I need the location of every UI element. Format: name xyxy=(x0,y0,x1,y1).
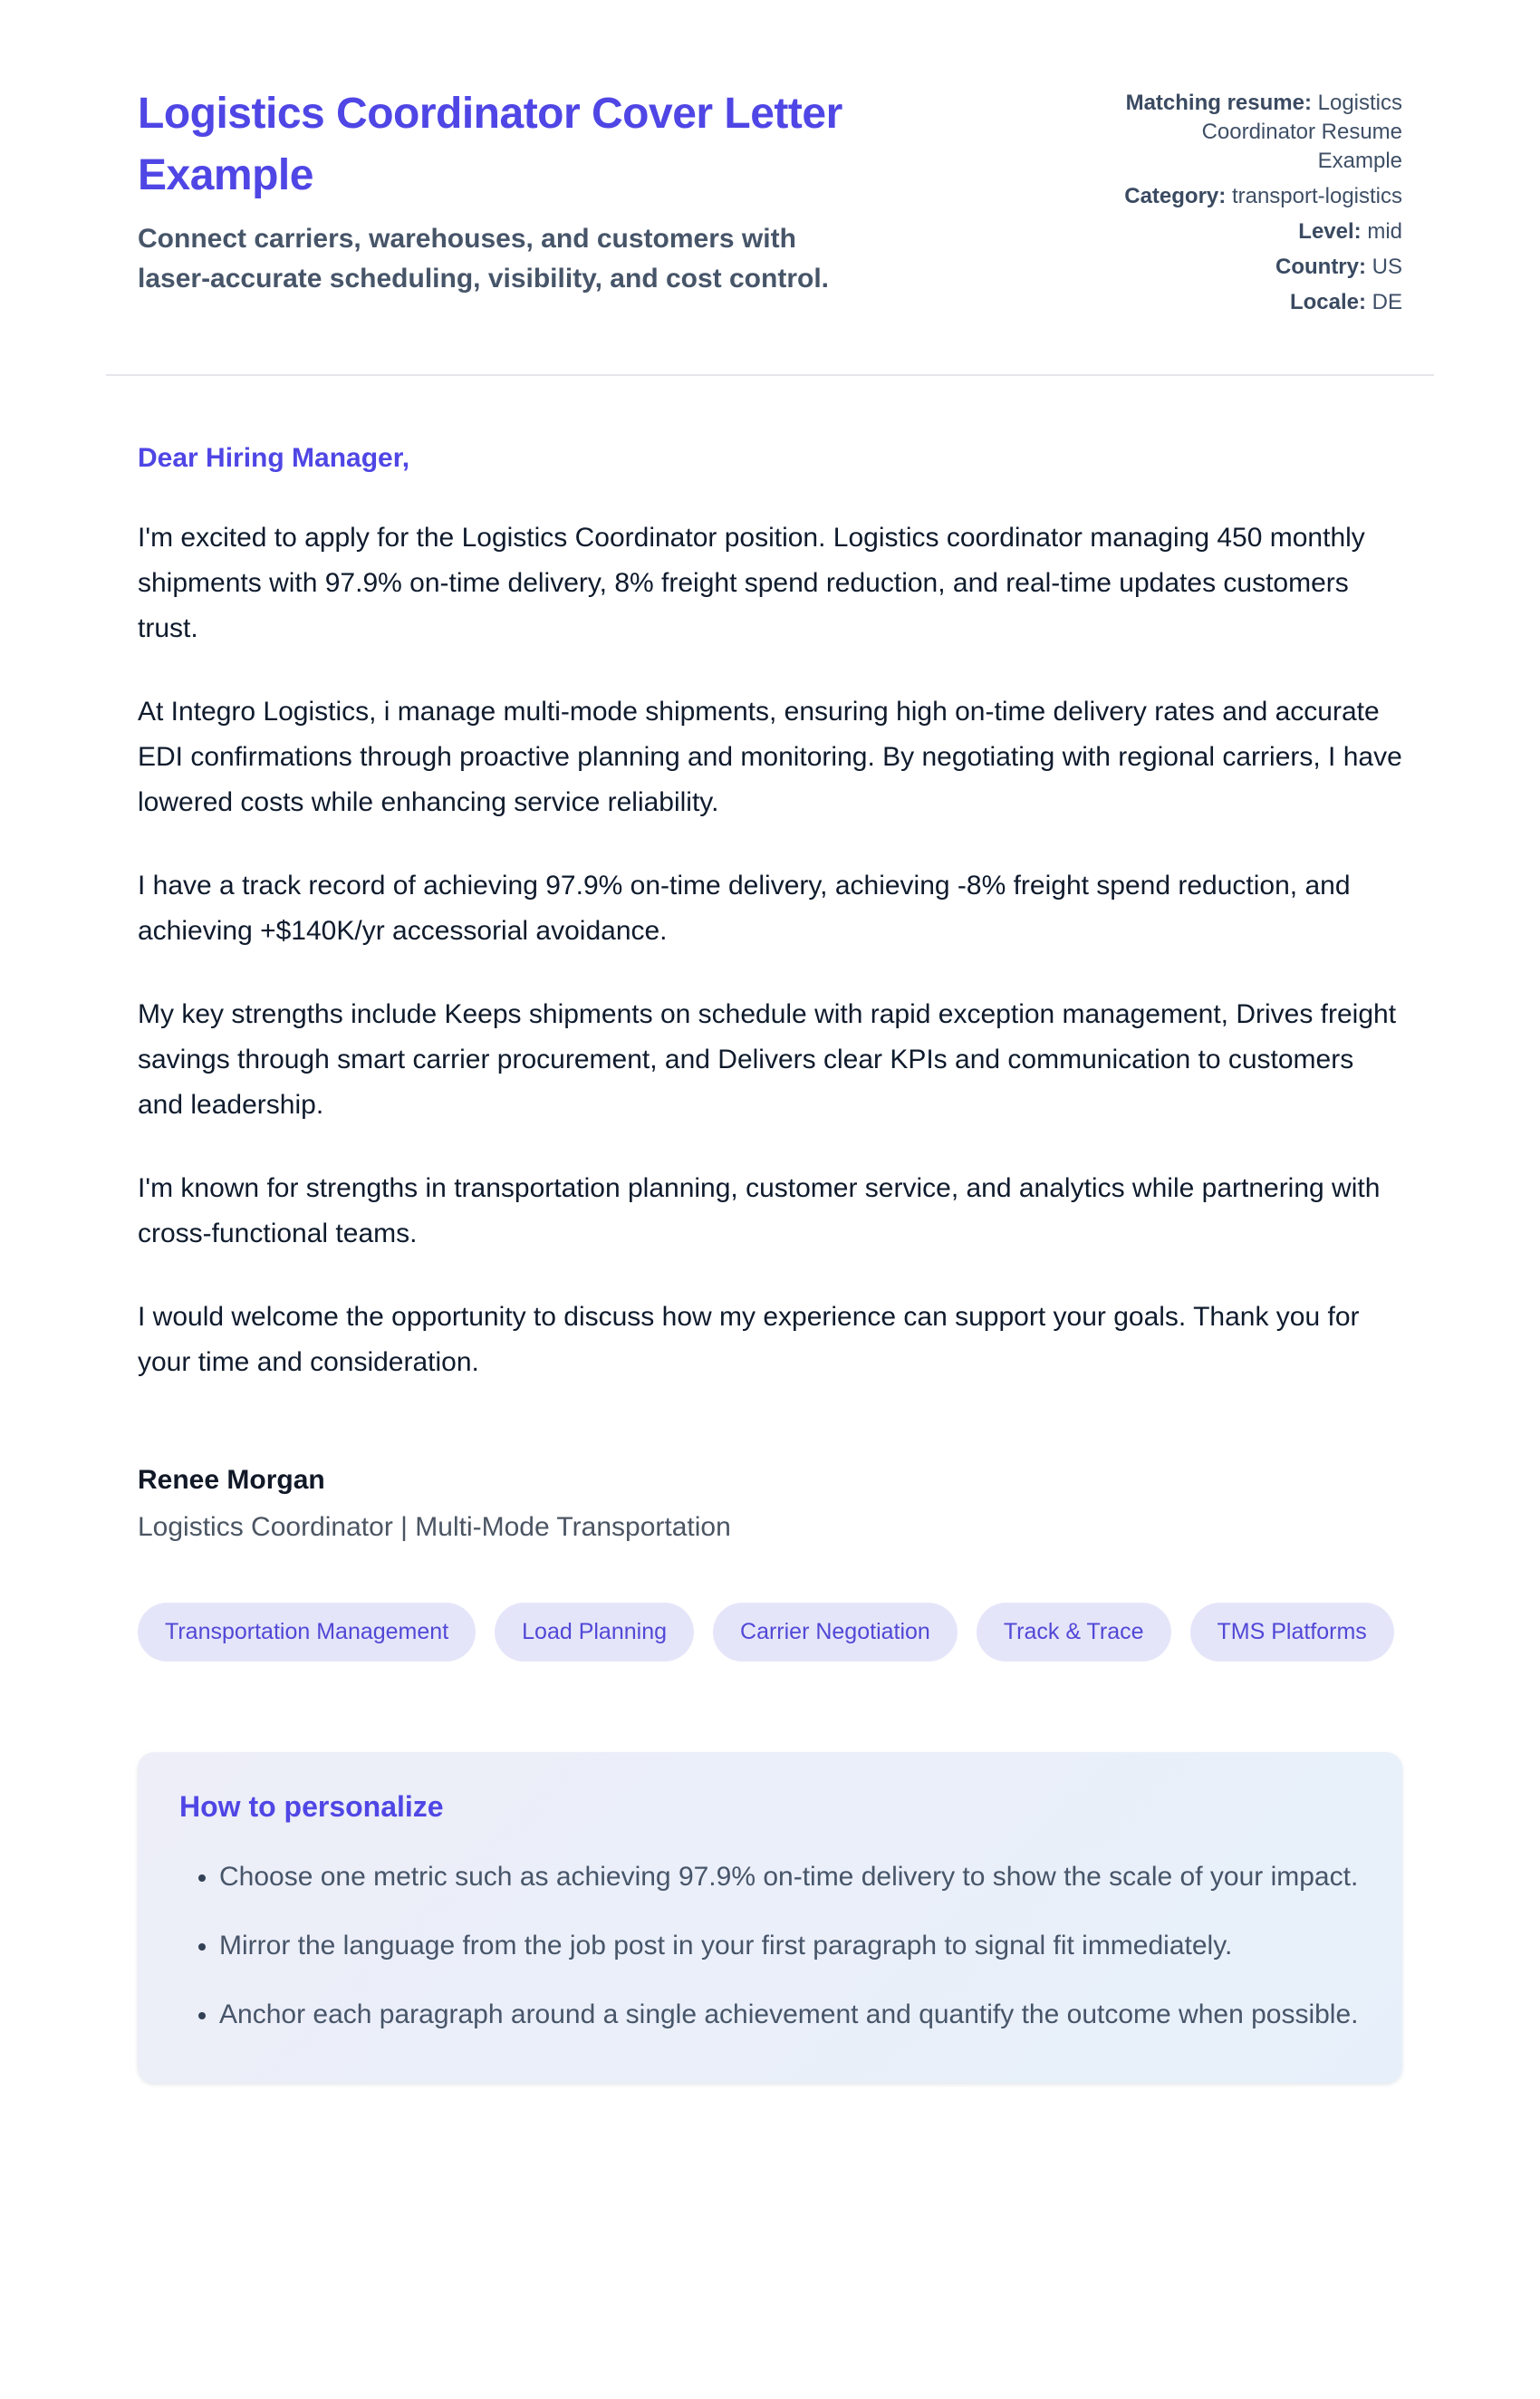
meta-locale xyxy=(1120,288,1402,317)
header-divider xyxy=(106,374,1434,376)
letter-paragraph: My key strengths include Keeps shipments on schedule with rapid exception management, Drives freight savings through smart carrier procurement, and Delivers clear KPIs and communication to customers and leadership. xyxy=(138,999,1397,1120)
signature-name: Renee Morgan xyxy=(138,1465,325,1495)
meta-locale-label: Locale: xyxy=(1289,290,1366,314)
letter-paragraph: I have a track record of achieving 97.9% on-time delivery, achieving -8% freight spend reduction, and achieving +$140K/yr accessorial avoidance. xyxy=(138,871,1351,946)
personalize-bullet-list xyxy=(179,1855,1361,2038)
skill-tag: Carrier Negotiation xyxy=(713,1603,958,1662)
meta-country xyxy=(1120,253,1402,282)
personalize-callout xyxy=(138,1752,1402,2083)
signature-role: Logistics Coordinator | Multi-Mode Transportation xyxy=(138,1512,731,1542)
letter-paragraph: I'm known for strengths in transportation planning, customer service, and analytics while partnering with cross-functional teams. xyxy=(138,1173,1381,1248)
header-title-block xyxy=(138,83,862,299)
letter-greeting: Dear Hiring Manager, xyxy=(138,443,410,473)
skill-tag: TMS Platforms xyxy=(1190,1603,1394,1662)
page-header xyxy=(106,83,1434,323)
meta-level-label: Level: xyxy=(1298,219,1362,244)
personalize-bullet: • Mirror the language from the job post in your first paragraph to signal fit immediately. xyxy=(219,1923,1361,1969)
meta-category-label: Category: xyxy=(1124,184,1227,208)
meta-country-label: Country: xyxy=(1275,255,1366,279)
letter-paragraph: At Integro Logistics, i manage multi-mode shipments, ensuring high on-time delivery rates and accurate EDI confirmations through proactive planning and monitoring. By negotiating with regional carriers, I have lowered costs while enhancing service reliability. xyxy=(138,697,1402,817)
letter-paragraph: I'm excited to apply for the Logistics Coordinator position. Logistics coordinator managing 450 monthly shipments with 97.9% on-time delivery, 8% freight spend reduction, and real-time updates customers trust. xyxy=(138,523,1365,643)
page-subtitle: Connect carriers, warehouses, and customers with laser-accurate scheduling, visibility, and cost control. xyxy=(138,224,829,294)
meta-locale-value: DE xyxy=(1372,290,1402,314)
letter-paragraph: I would welcome the opportunity to discuss how my experience can support your goals. Thank you for your time and consideration. xyxy=(138,1302,1360,1377)
meta-matching-resume-label: Matching resume: xyxy=(1125,91,1312,115)
skill-tag: Load Planning xyxy=(495,1603,694,1662)
page-title: Logistics Coordinator Cover Letter Example xyxy=(138,90,842,200)
personalize-callout-title: How to personalize xyxy=(179,1790,444,1823)
cover-letter-page xyxy=(106,0,1434,2164)
meta-matching-resume xyxy=(1120,89,1402,176)
meta-category xyxy=(1120,182,1402,211)
meta-level xyxy=(1120,217,1402,246)
meta-country-value: US xyxy=(1372,255,1402,279)
meta-category-value: transport-logistics xyxy=(1231,184,1402,208)
skill-tag: Track & Trace xyxy=(977,1603,1171,1662)
meta-matching-resume-value: Logistics Coordinator Resume Example xyxy=(1201,91,1402,173)
letter-body xyxy=(106,443,1434,1662)
skill-tag: Transportation Management xyxy=(138,1603,476,1662)
meta-panel xyxy=(1120,83,1402,323)
meta-level-value: mid xyxy=(1367,219,1402,244)
personalize-bullet: • Choose one metric such as achieving 97.9% on-time delivery to show the scale of your impact. xyxy=(219,1855,1361,1900)
personalize-bullet: • Anchor each paragraph around a single achievement and quantify the outcome when possible. xyxy=(219,1992,1361,2038)
skill-tags xyxy=(138,1603,1402,1662)
